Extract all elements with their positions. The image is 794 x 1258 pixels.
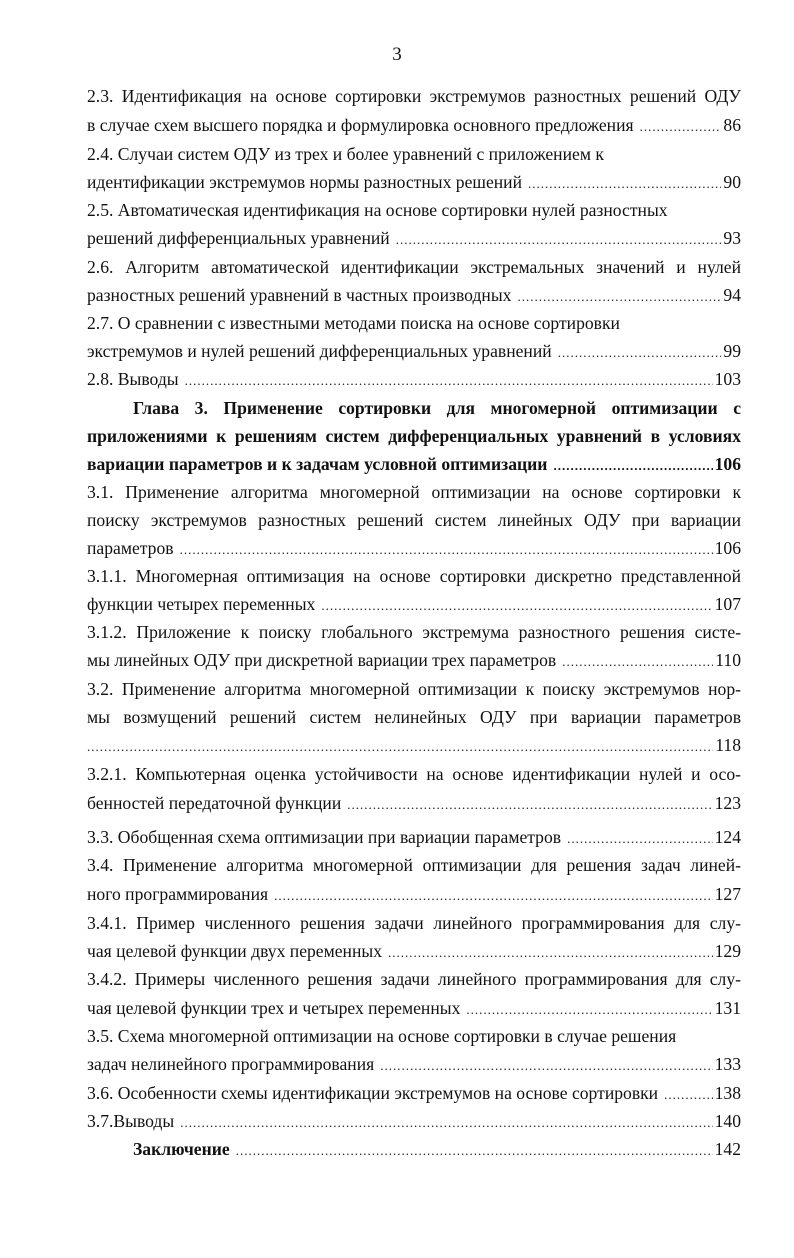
toc-chapter-3-line1: Глава 3. Применение сортировки для многомерной оптимизации с [133, 398, 741, 418]
toc-chapter-3[interactable] [87, 452, 741, 476]
dot-leader [558, 341, 722, 365]
toc-page-number: 93 [723, 228, 741, 248]
toc-entry-3-2-line1: 3.2. Применение алгоритма многомерной оптимизации к поиску экстремумов нор- [87, 679, 741, 699]
toc-page-number: 103 [714, 369, 741, 389]
toc-entry-3-2-1-line1: 3.2.1. Компьютерная оценка устойчивости на основе идентификации нулей и осо- [87, 764, 741, 784]
toc-page-number: 142 [714, 1139, 741, 1159]
toc-page-number: 106 [714, 538, 741, 558]
toc-entry-2-6-line1: 2.6. Алгоритм автоматической идентификации экстремальных значений и нулей [87, 257, 741, 277]
toc-entry-2-7[interactable] [87, 339, 741, 363]
toc-entry-3-2-1[interactable] [87, 791, 741, 815]
toc-entry-3-2-line2: мы возмущений решений систем нелинейных ОДУ при вариации параметров [87, 707, 741, 727]
toc-entry-title: решений дифференциальных уравнений [87, 228, 390, 248]
toc-page-number: 106 [714, 454, 741, 474]
dot-leader [180, 1111, 712, 1135]
dot-leader [640, 115, 722, 139]
toc-entry-title: Заключение [133, 1139, 230, 1159]
toc-entry-2-3-line1: 2.3. Идентификация на основе сортировки экстремумов разностных решений ОДУ [87, 86, 741, 106]
toc-conclusion[interactable] [133, 1137, 741, 1161]
toc-entry-3-1[interactable] [87, 536, 741, 560]
toc-entry-3-3[interactable] [87, 825, 741, 849]
dot-leader [380, 1054, 712, 1078]
dot-leader [567, 827, 713, 851]
dot-leader [180, 538, 713, 562]
toc-entry-3-1-line2: поиску экстремумов разностных решений систем линейных ОДУ при вариации [87, 510, 741, 530]
toc-entry-title: 2.8. Выводы [87, 369, 179, 389]
dot-leader [396, 228, 722, 252]
toc-entry-title: задач нелинейного программирования [87, 1054, 375, 1074]
toc-entry-3-5[interactable] [87, 1052, 741, 1076]
toc-entry-title: ного программирования [87, 884, 269, 904]
toc-entry-3-4-2[interactable] [87, 996, 741, 1020]
toc-entry-title: чая целевой функции трех и четырех переменных [87, 998, 461, 1018]
toc-entry-2-7-line1: 2.7. О сравнении с известными методами поиска на основе сортировки [87, 313, 620, 333]
toc-entry-3-4-2-line1: 3.4.2. Примеры численного решения задачи линейного программирования для слу- [87, 969, 741, 989]
toc-page-number: 124 [714, 827, 741, 847]
toc-entry-3-5-line1: 3.5. Схема многомерной оптимизации на основе сортировки в случае решения [87, 1026, 677, 1046]
toc-entry-3-1-1[interactable] [87, 592, 741, 616]
toc-entry-3-7[interactable] [87, 1109, 741, 1133]
toc-entry-3-4-line1: 3.4. Применение алгоритма многомерной оптимизации для решения задач линей- [87, 855, 741, 875]
toc-entry-title: функции четырех переменных [87, 594, 316, 614]
toc-page-number: 127 [714, 884, 741, 904]
toc-entry-2-6[interactable] [87, 283, 741, 307]
toc-entry-3-4[interactable] [87, 882, 741, 906]
toc-entry-title: параметров [87, 538, 174, 558]
toc-page-number: 118 [715, 735, 741, 755]
dot-leader [466, 998, 712, 1022]
toc-entry-3-1-1-line1: 3.1.1. Многомерная оптимизация на основе сортировки дискретно представленной [87, 566, 741, 586]
toc-page-number: 110 [715, 650, 741, 670]
toc-page-number: 140 [714, 1111, 741, 1131]
toc-entry-3-1-2[interactable] [87, 648, 741, 672]
toc-entry-3-1-2-line1: 3.1.2. Приложение к поиску глобального экстремума разностного решения систе- [87, 622, 741, 642]
toc-entry-3-6[interactable] [87, 1081, 741, 1105]
toc-page-number: 133 [714, 1054, 741, 1074]
toc-entry-title: чая целевой функции двух переменных [87, 941, 382, 961]
toc-entry-2-8[interactable] [87, 367, 741, 391]
dot-leader [321, 594, 712, 618]
toc-entry-3-2[interactable] [87, 733, 741, 757]
toc-entry-3-4-1[interactable] [87, 939, 741, 963]
toc-entry-title: бенностей передаточной функции [87, 793, 342, 813]
page-number: 3 [392, 44, 402, 65]
toc-page-number: 86 [723, 115, 741, 135]
toc-page-number: 129 [714, 941, 741, 961]
dot-leader [388, 941, 713, 965]
dot-leader [553, 454, 712, 478]
dot-leader [185, 369, 713, 393]
toc-page-number: 94 [723, 285, 741, 305]
toc-entry-title: 3.6. Особенности схемы идентификации экстремумов на основе сортировки [87, 1083, 659, 1103]
dot-leader [87, 735, 713, 759]
toc-page-number: 123 [714, 793, 741, 813]
toc-page-number: 131 [714, 998, 741, 1018]
toc-entry-2-4-line1: 2.4. Случаи систем ОДУ из трех и более уравнений с приложением к [87, 144, 604, 164]
toc-entry-2-4[interactable] [87, 170, 741, 194]
toc-page-number: 90 [723, 172, 741, 192]
toc-page-number: 107 [714, 594, 741, 614]
toc-entry-title: вариации параметров и к задачам условной оптимизации [87, 454, 548, 474]
toc-entry-2-5-line1: 2.5. Автоматическая идентификация на основе сортировки нулей разностных [87, 200, 668, 220]
toc-page-number: 138 [714, 1083, 741, 1103]
toc-entry-title: идентификации экстремумов нормы разностных решений [87, 172, 522, 192]
toc-entry-title: 3.3. Обобщенная схема оптимизации при вариации параметров [87, 827, 562, 847]
toc-entry-2-3[interactable] [87, 113, 741, 137]
toc-entry-title: экстремумов и нулей решений дифференциальных уравнений [87, 341, 552, 361]
toc-entry-title: мы линейных ОДУ при дискретной вариации трех параметров [87, 650, 557, 670]
dot-leader [562, 650, 713, 674]
toc-entry-title: разностных решений уравнений в частных производных [87, 285, 512, 305]
toc-entry-2-5[interactable] [87, 226, 741, 250]
dot-leader [236, 1139, 713, 1163]
dot-leader [517, 285, 721, 309]
toc-entry-title: в случае схем высшего порядка и формулировка основного предложения [87, 115, 634, 135]
dot-leader [347, 793, 712, 817]
toc-entry-3-1-line1: 3.1. Применение алгоритма многомерной оптимизации на основе сортировки к [87, 482, 741, 502]
dot-leader [528, 172, 721, 196]
toc-chapter-3-line2: приложениями к решениям систем дифференциальных уравнений в условиях [87, 426, 741, 446]
dot-leader [274, 884, 713, 908]
toc-page-number: 99 [723, 341, 741, 361]
toc-entry-title: 3.7.Выводы [87, 1111, 175, 1131]
toc-entry-3-4-1-line1: 3.4.1. Пример численного решения задачи линейного программирования для слу- [87, 913, 741, 933]
dot-leader [664, 1083, 713, 1107]
